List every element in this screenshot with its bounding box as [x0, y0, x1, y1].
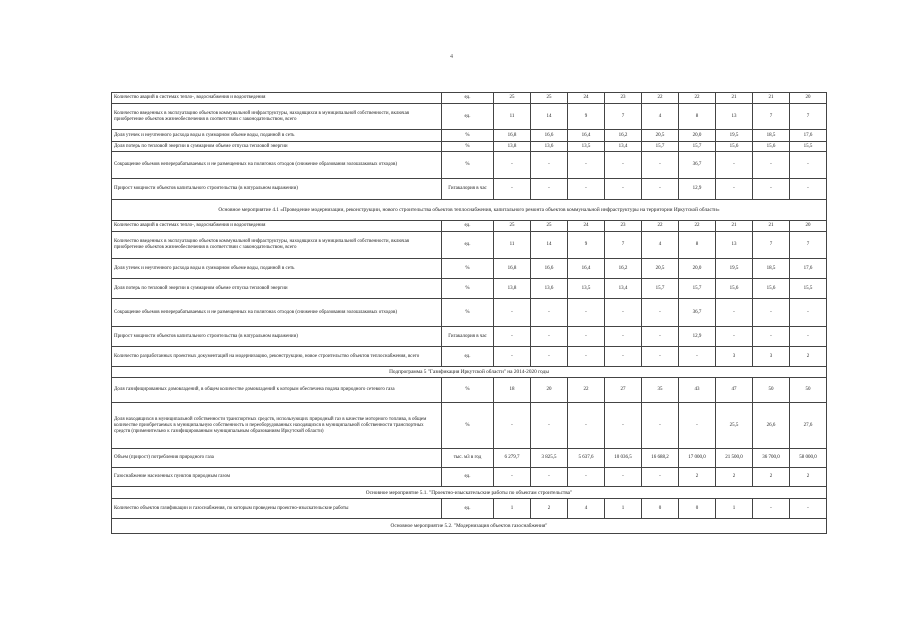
indicator-name: Прирост мощности объектов капитального строительства (в натуральном выражении)	[112, 179, 442, 200]
value-cell: 16,8	[494, 259, 531, 279]
value-cell: -	[790, 152, 827, 179]
indicator-name: Количество введенных в эксплуатацию объектов коммунальной инфраструктуры, находящихся в муниципальной собственности, включая приобретение объектов жизнеобеспечения в соответствии с законодательством, всего	[112, 232, 442, 259]
indicator-row	[112, 221, 827, 232]
value-cell: -	[790, 299, 827, 327]
unit-cell: %	[442, 299, 494, 327]
value-cell: -	[605, 347, 642, 367]
indicator-name: Доля потерь по тепловой энергии в суммарном объеме отпуска тепловой энергии	[112, 279, 442, 299]
section-title: Подпрограмма 5 "Газификация Иркутской области" на 2014-2020 годы	[112, 367, 827, 378]
value-cell: -	[790, 327, 827, 347]
value-cell: -	[679, 347, 716, 367]
value-cell: 18,5	[753, 259, 790, 279]
unit-cell: тыс. м3 в год	[442, 449, 494, 468]
unit-cell: ед.	[442, 93, 494, 104]
value-cell: -	[531, 179, 568, 200]
value-cell: 27	[605, 378, 642, 403]
value-cell: 2	[679, 468, 716, 487]
value-cell: 19,5	[716, 130, 753, 142]
value-cell: 4	[642, 232, 679, 259]
value-cell: 13,4	[605, 142, 642, 152]
value-cell: 25	[531, 221, 568, 232]
indicator-name: Прирост мощности объектов капитального строительства (в натуральном выражении)	[112, 327, 442, 347]
value-cell: 13	[716, 104, 753, 130]
value-cell: 36 700,0	[753, 449, 790, 468]
value-cell: 20,0	[679, 259, 716, 279]
indicator-name: Доля газифицированных домовладений, в общем количестве домовладений к которым обеспечена подача природного сетевого газа	[112, 378, 442, 403]
value-cell: -	[568, 299, 605, 327]
value-cell: -	[679, 403, 716, 449]
value-cell: 16,2	[605, 130, 642, 142]
value-cell: 13	[716, 232, 753, 259]
value-cell: -	[605, 152, 642, 179]
value-cell: -	[531, 299, 568, 327]
value-cell: -	[642, 347, 679, 367]
value-cell: -	[642, 179, 679, 200]
value-cell: -	[494, 179, 531, 200]
indicator-row	[112, 403, 827, 449]
value-cell: -	[790, 179, 827, 200]
indicator-name: Сокращение объемов неперерабатываемых и не размещенных на полигонах отходов (снижение образования золошлаковых отходов)	[112, 299, 442, 327]
indicator-name: Доля находящихся в муниципальной собственности транспортных средств, использующих природный газ в качестве моторного топлива, в общем количестве приобретаемых в муниципальную собственность и переоборудованных находящихся в муниципальной собственности транспортных средств (применительно к газифицированным муниципальным образованиям Иркутской области)	[112, 403, 442, 449]
value-cell: 10 036,5	[605, 449, 642, 468]
value-cell: -	[568, 347, 605, 367]
value-cell: 24	[568, 221, 605, 232]
value-cell: 50	[753, 378, 790, 403]
indicator-row	[112, 259, 827, 279]
indicator-row	[112, 327, 827, 347]
value-cell: 3	[753, 347, 790, 367]
unit-cell: Гигакалория в час	[442, 179, 494, 200]
value-cell: 25	[531, 93, 568, 104]
indicator-row	[112, 449, 827, 468]
indicator-row	[112, 468, 827, 487]
indicator-row	[112, 279, 827, 299]
value-cell: -	[753, 179, 790, 200]
value-cell: -	[790, 499, 827, 519]
unit-cell: Гигакалория в час	[442, 327, 494, 347]
value-cell: -	[753, 299, 790, 327]
value-cell: 13,8	[494, 279, 531, 299]
page-number: 4	[450, 54, 453, 60]
value-cell: 15,7	[679, 279, 716, 299]
unit-cell: ед.	[442, 347, 494, 367]
value-cell: 13,4	[605, 279, 642, 299]
unit-cell: %	[442, 142, 494, 152]
value-cell: -	[568, 179, 605, 200]
value-cell: 1	[494, 499, 531, 519]
value-cell: 2	[531, 499, 568, 519]
value-cell: 36,7	[679, 299, 716, 327]
value-cell: 15,6	[716, 279, 753, 299]
value-cell: -	[716, 179, 753, 200]
value-cell: 19,5	[716, 259, 753, 279]
value-cell: -	[494, 152, 531, 179]
value-cell: 2	[716, 468, 753, 487]
value-cell: 7	[790, 232, 827, 259]
value-cell: -	[753, 327, 790, 347]
indicator-row	[112, 499, 827, 519]
indicator-row	[112, 232, 827, 259]
value-cell: 21	[753, 93, 790, 104]
value-cell: 16,4	[568, 259, 605, 279]
value-cell: -	[568, 327, 605, 347]
indicator-name: Количество разработанных проектных документаций на модернизацию, реконструкцию, новое строительство объектов теплоснабжения, всего	[112, 347, 442, 367]
value-cell: -	[605, 179, 642, 200]
value-cell: 22	[568, 378, 605, 403]
value-cell: 21	[753, 221, 790, 232]
value-cell: 9	[568, 232, 605, 259]
value-cell: 25,5	[716, 403, 753, 449]
value-cell: -	[716, 327, 753, 347]
value-cell: 21 500,0	[716, 449, 753, 468]
indicator-name: Количество аварий в системах тепло-, водоснабжения и водоотведения	[112, 93, 442, 104]
value-cell: -	[605, 327, 642, 347]
value-cell: -	[642, 327, 679, 347]
value-cell: 7	[790, 104, 827, 130]
value-cell: 13,8	[494, 142, 531, 152]
value-cell: 6 279,7	[494, 449, 531, 468]
indicator-row	[112, 142, 827, 152]
value-cell: -	[494, 403, 531, 449]
unit-cell: ед.	[442, 221, 494, 232]
value-cell: -	[494, 299, 531, 327]
value-cell: 50	[790, 378, 827, 403]
section-header-row	[112, 367, 827, 378]
value-cell: 17,6	[790, 259, 827, 279]
value-cell: 27,6	[790, 403, 827, 449]
value-cell: 23	[605, 221, 642, 232]
indicator-name: Доля утечек и неучтенного расхода воды в суммарном объеме воды, поданной в сеть	[112, 130, 442, 142]
value-cell: 3	[716, 347, 753, 367]
value-cell: -	[568, 468, 605, 487]
value-cell: 9	[568, 104, 605, 130]
value-cell: 16,6	[531, 130, 568, 142]
value-cell: 20,0	[679, 130, 716, 142]
value-cell: -	[494, 468, 531, 487]
section-title: Основное мероприятие 5.2. "Модернизация объектов газоснабжения"	[112, 519, 827, 534]
value-cell: 12,9	[679, 327, 716, 347]
indicator-name: Сокращение объемов неперерабатываемых и не размещенных на полигонах отходов (снижение образования золошлаковых отходов)	[112, 152, 442, 179]
indicator-name: Газоснабжение населенных пунктов природным газом	[112, 468, 442, 487]
value-cell: -	[531, 347, 568, 367]
value-cell: 14	[531, 104, 568, 130]
value-cell: 16,8	[494, 130, 531, 142]
value-cell: 2	[790, 468, 827, 487]
value-cell: 21	[716, 93, 753, 104]
indicator-row	[112, 93, 827, 104]
unit-cell: %	[442, 279, 494, 299]
value-cell: 20	[790, 221, 827, 232]
value-cell: 15,6	[753, 142, 790, 152]
value-cell: 15,7	[642, 142, 679, 152]
value-cell: 8	[679, 232, 716, 259]
value-cell: -	[531, 403, 568, 449]
unit-cell: %	[442, 130, 494, 142]
value-cell: 7	[605, 104, 642, 130]
indicator-row	[112, 378, 827, 403]
value-cell: 20,5	[642, 259, 679, 279]
value-cell: -	[642, 299, 679, 327]
value-cell: 2	[753, 468, 790, 487]
value-cell: -	[642, 403, 679, 449]
value-cell: 11	[494, 232, 531, 259]
value-cell: 58 000,0	[790, 449, 827, 468]
value-cell: -	[642, 152, 679, 179]
value-cell: -	[494, 327, 531, 347]
value-cell: 20	[790, 93, 827, 104]
indicator-row	[112, 130, 827, 142]
unit-cell: ед.	[442, 232, 494, 259]
indicator-row	[112, 347, 827, 367]
section-header-row	[112, 487, 827, 499]
value-cell: 7	[753, 232, 790, 259]
indicator-name: Количество объектов газификации и газоснабжения, по которым проведены проектно-изыскательские работы	[112, 499, 442, 519]
value-cell: -	[531, 468, 568, 487]
section-title: Основное мероприятие 5.1. "Проектно-изыскательские работы по объектам строительства"	[112, 487, 827, 499]
value-cell: 14	[531, 232, 568, 259]
value-cell: -	[568, 152, 605, 179]
value-cell: 20	[531, 378, 568, 403]
value-cell: 15,7	[642, 279, 679, 299]
value-cell: -	[605, 468, 642, 487]
value-cell: 22	[642, 93, 679, 104]
value-cell: 13,6	[531, 142, 568, 152]
value-cell: 20,5	[642, 130, 679, 142]
value-cell: 7	[753, 104, 790, 130]
unit-cell: %	[442, 378, 494, 403]
value-cell: 22	[679, 93, 716, 104]
value-cell: 17 000,0	[679, 449, 716, 468]
value-cell: 11	[494, 104, 531, 130]
unit-cell: ед.	[442, 468, 494, 487]
value-cell: 17,6	[790, 130, 827, 142]
section-header-row	[112, 519, 827, 534]
value-cell: 4	[568, 499, 605, 519]
value-cell: 12,9	[679, 179, 716, 200]
value-cell: 15,7	[679, 142, 716, 152]
value-cell: 16 688,2	[642, 449, 679, 468]
value-cell: 13,5	[568, 279, 605, 299]
value-cell: 23	[605, 93, 642, 104]
unit-cell: %	[442, 152, 494, 179]
unit-cell: ед.	[442, 104, 494, 130]
value-cell: 25	[494, 93, 531, 104]
value-cell: 16,4	[568, 130, 605, 142]
value-cell: 22	[642, 221, 679, 232]
indicator-row	[112, 104, 827, 130]
value-cell: 22	[679, 221, 716, 232]
value-cell: 25	[494, 221, 531, 232]
indicator-name: Объем (прирост) потребления природного газа	[112, 449, 442, 468]
value-cell: 24	[568, 93, 605, 104]
value-cell: -	[753, 152, 790, 179]
value-cell: 18,5	[753, 130, 790, 142]
unit-cell: %	[442, 403, 494, 449]
value-cell: 1	[716, 499, 753, 519]
value-cell: -	[716, 299, 753, 327]
indicator-name: Количество аварий в системах тепло-, водоснабжения и водоотведения	[112, 221, 442, 232]
value-cell: 47	[716, 378, 753, 403]
unit-cell: %	[442, 259, 494, 279]
value-cell: 15,6	[753, 279, 790, 299]
value-cell: 1	[605, 499, 642, 519]
value-cell: 4	[642, 104, 679, 130]
value-cell: 43	[679, 378, 716, 403]
indicator-name: Доля потерь по тепловой энергии в суммарном объеме отпуска тепловой энергии	[112, 142, 442, 152]
value-cell: 15,5	[790, 142, 827, 152]
value-cell: 26,6	[753, 403, 790, 449]
unit-cell: ед.	[442, 499, 494, 519]
value-cell: 15,6	[716, 142, 753, 152]
value-cell: -	[605, 403, 642, 449]
value-cell: 0	[679, 499, 716, 519]
value-cell: 3 825,5	[531, 449, 568, 468]
value-cell: 13,5	[568, 142, 605, 152]
value-cell: 16,2	[605, 259, 642, 279]
value-cell: -	[531, 327, 568, 347]
indicator-name: Доля утечек и неучтенного расхода воды в суммарном объеме воды, поданной в сеть	[112, 259, 442, 279]
value-cell: 13,6	[531, 279, 568, 299]
value-cell: 35	[642, 378, 679, 403]
value-cell: -	[753, 499, 790, 519]
value-cell: -	[642, 468, 679, 487]
indicators-table	[111, 92, 827, 534]
value-cell: -	[716, 152, 753, 179]
value-cell: 21	[716, 221, 753, 232]
value-cell: -	[531, 152, 568, 179]
value-cell: 0	[642, 499, 679, 519]
section-header-row	[112, 200, 827, 221]
value-cell: 36,7	[679, 152, 716, 179]
section-title: Основное мероприятие 4.1 «Проведение модернизации, реконструкции, нового строительства объектов теплоснабжения, капитального ремонта объектов коммунальной инфраструктуры на территории Иркутской области»	[112, 200, 827, 221]
value-cell: 16,6	[531, 259, 568, 279]
value-cell: 8	[679, 104, 716, 130]
value-cell: -	[605, 299, 642, 327]
indicator-name: Количество введенных в эксплуатацию объектов коммунальной инфраструктуры, находящихся в муниципальной собственности, включая приобретение объектов жизнеобеспечения в соответствии с законодательством, всего	[112, 104, 442, 130]
indicator-row	[112, 152, 827, 179]
indicator-row	[112, 299, 827, 327]
value-cell: 18	[494, 378, 531, 403]
value-cell: 5 637,6	[568, 449, 605, 468]
value-cell: 2	[790, 347, 827, 367]
value-cell: 15,5	[790, 279, 827, 299]
value-cell: -	[494, 347, 531, 367]
value-cell: -	[568, 403, 605, 449]
value-cell: 7	[605, 232, 642, 259]
indicator-row	[112, 179, 827, 200]
